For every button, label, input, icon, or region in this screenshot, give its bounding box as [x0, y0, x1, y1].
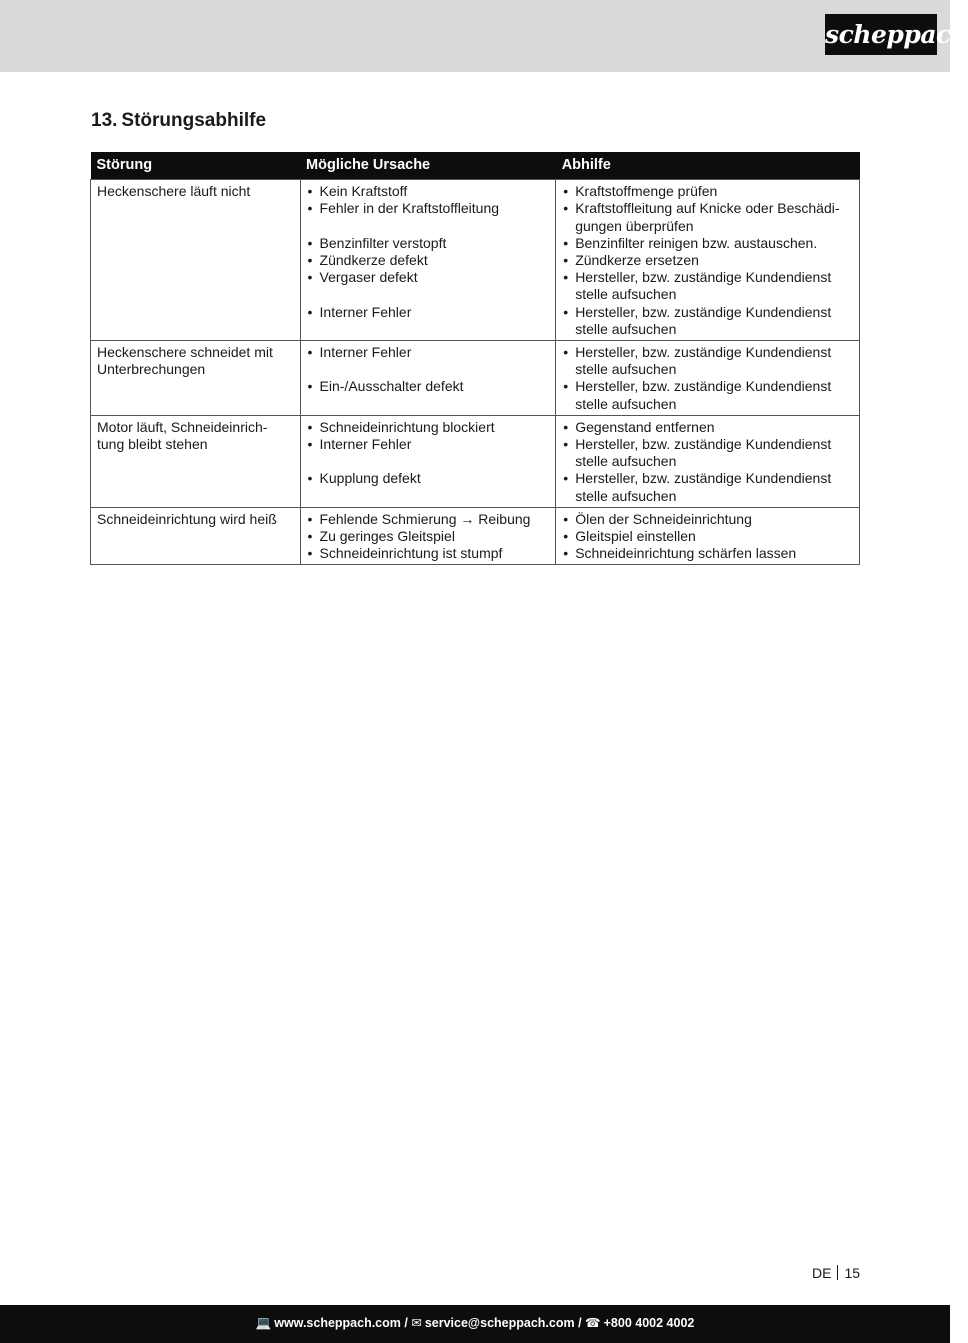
list-item: • Ein-/Ausschalter defekt	[307, 378, 550, 395]
list-item: • Kupplung defekt	[307, 470, 550, 487]
cause-cell	[300, 180, 556, 341]
table-header-row	[91, 152, 860, 180]
list-item: • Gleitspiel einstellen	[562, 528, 853, 545]
list-item: • Fehlende Schmierung → Reibung	[307, 511, 550, 528]
footer-phone-link[interactable]: +800 4002 4002	[603, 1316, 695, 1330]
list-item: • Interner Fehler	[307, 304, 550, 321]
fault-cell: Schneideinrichtung wird heiß	[91, 507, 301, 565]
list-item: • Kein Kraftstoff	[307, 183, 550, 200]
footer-bar	[0, 1305, 950, 1343]
list-item: • Ölen der Schneideinrichtung	[562, 511, 853, 528]
fault-cell: Heckenschere läuft nicht	[91, 180, 301, 341]
list-item: • Zündkerze defekt	[307, 252, 550, 269]
scheppach-logo: scheppach	[825, 14, 937, 55]
list-item: • Interner Fehler	[307, 344, 550, 361]
fault-cell: Motor läuft, Schneideinrich-tung bleibt stehen	[91, 415, 301, 507]
fault-cell: Heckenschere schneidet mit Unterbrechungen	[91, 341, 301, 416]
list-item: • Benzinfilter verstopft	[307, 235, 550, 252]
table-row	[91, 507, 860, 565]
phone-icon: ☎	[585, 1316, 601, 1330]
list-item: • Kraftstoffmenge prüfen	[562, 183, 853, 200]
header-remedy: Abhilfe	[556, 152, 860, 180]
page-number-value: 15	[844, 1265, 861, 1281]
remedy-cell	[556, 341, 860, 416]
table-row	[91, 341, 860, 416]
list-item: • Hersteller, bzw. zuständige Kundendienst stelle aufsuchen	[562, 436, 853, 470]
page-number	[812, 1265, 860, 1281]
cause-cell	[300, 341, 556, 416]
list-item: • Kraftstoffleitung auf Knicke oder Beschädi-gungen überprüfen	[562, 200, 853, 234]
footer-website-link[interactable]: www.scheppach.com	[274, 1316, 401, 1330]
footer-email-link[interactable]: service@scheppach.com	[424, 1316, 575, 1330]
list-item: • Zündkerze ersetzen	[562, 252, 853, 269]
section-number: 13.	[91, 110, 118, 131]
header-cause: Mögliche Ursache	[300, 152, 556, 180]
footer-separator: /	[578, 1316, 582, 1330]
list-item: • Interner Fehler	[307, 436, 550, 453]
page-language: DE	[812, 1265, 832, 1281]
remedy-cell	[556, 507, 860, 565]
footer-separator: /	[404, 1316, 408, 1330]
section-title	[91, 110, 266, 132]
list-item: • Zu geringes Gleitspiel	[307, 528, 550, 545]
remedy-cell	[556, 180, 860, 341]
header-fault: Störung	[91, 152, 301, 180]
list-item: • Vergaser defekt	[307, 269, 550, 286]
list-item: • Fehler in der Kraftstoffleitung	[307, 200, 550, 217]
laptop-icon: 💻	[255, 1316, 272, 1330]
list-item: • Hersteller, bzw. zuständige Kundendienst stelle aufsuchen	[562, 470, 853, 504]
troubleshooting-table	[90, 152, 860, 565]
cause-cell	[300, 415, 556, 507]
section-title-text: Störungsabhilfe	[121, 110, 267, 131]
table-row	[91, 415, 860, 507]
list-item: • Benzinfilter reinigen bzw. austauschen.	[562, 235, 853, 252]
page-divider	[837, 1265, 838, 1280]
list-item: • Gegenstand entfernen	[562, 419, 853, 436]
header-bar	[0, 0, 968, 72]
list-item: • Hersteller, bzw. zuständige Kundendienst stelle aufsuchen	[562, 269, 853, 303]
list-item: • Hersteller, bzw. zuständige Kundendienst stelle aufsuchen	[562, 378, 853, 412]
list-item: • Schneideinrichtung ist stumpf	[307, 545, 550, 562]
list-item: • Hersteller, bzw. zuständige Kundendienst stelle aufsuchen	[562, 344, 853, 378]
table-row	[91, 180, 860, 341]
list-item: • Schneideinrichtung blockiert	[307, 419, 550, 436]
cause-cell	[300, 507, 556, 565]
list-item: • Hersteller, bzw. zuständige Kundendienst stelle aufsuchen	[562, 304, 853, 338]
remedy-cell	[556, 415, 860, 507]
envelope-icon: ✉	[411, 1316, 422, 1330]
list-item: • Schneideinrichtung schärfen lassen	[562, 545, 853, 562]
